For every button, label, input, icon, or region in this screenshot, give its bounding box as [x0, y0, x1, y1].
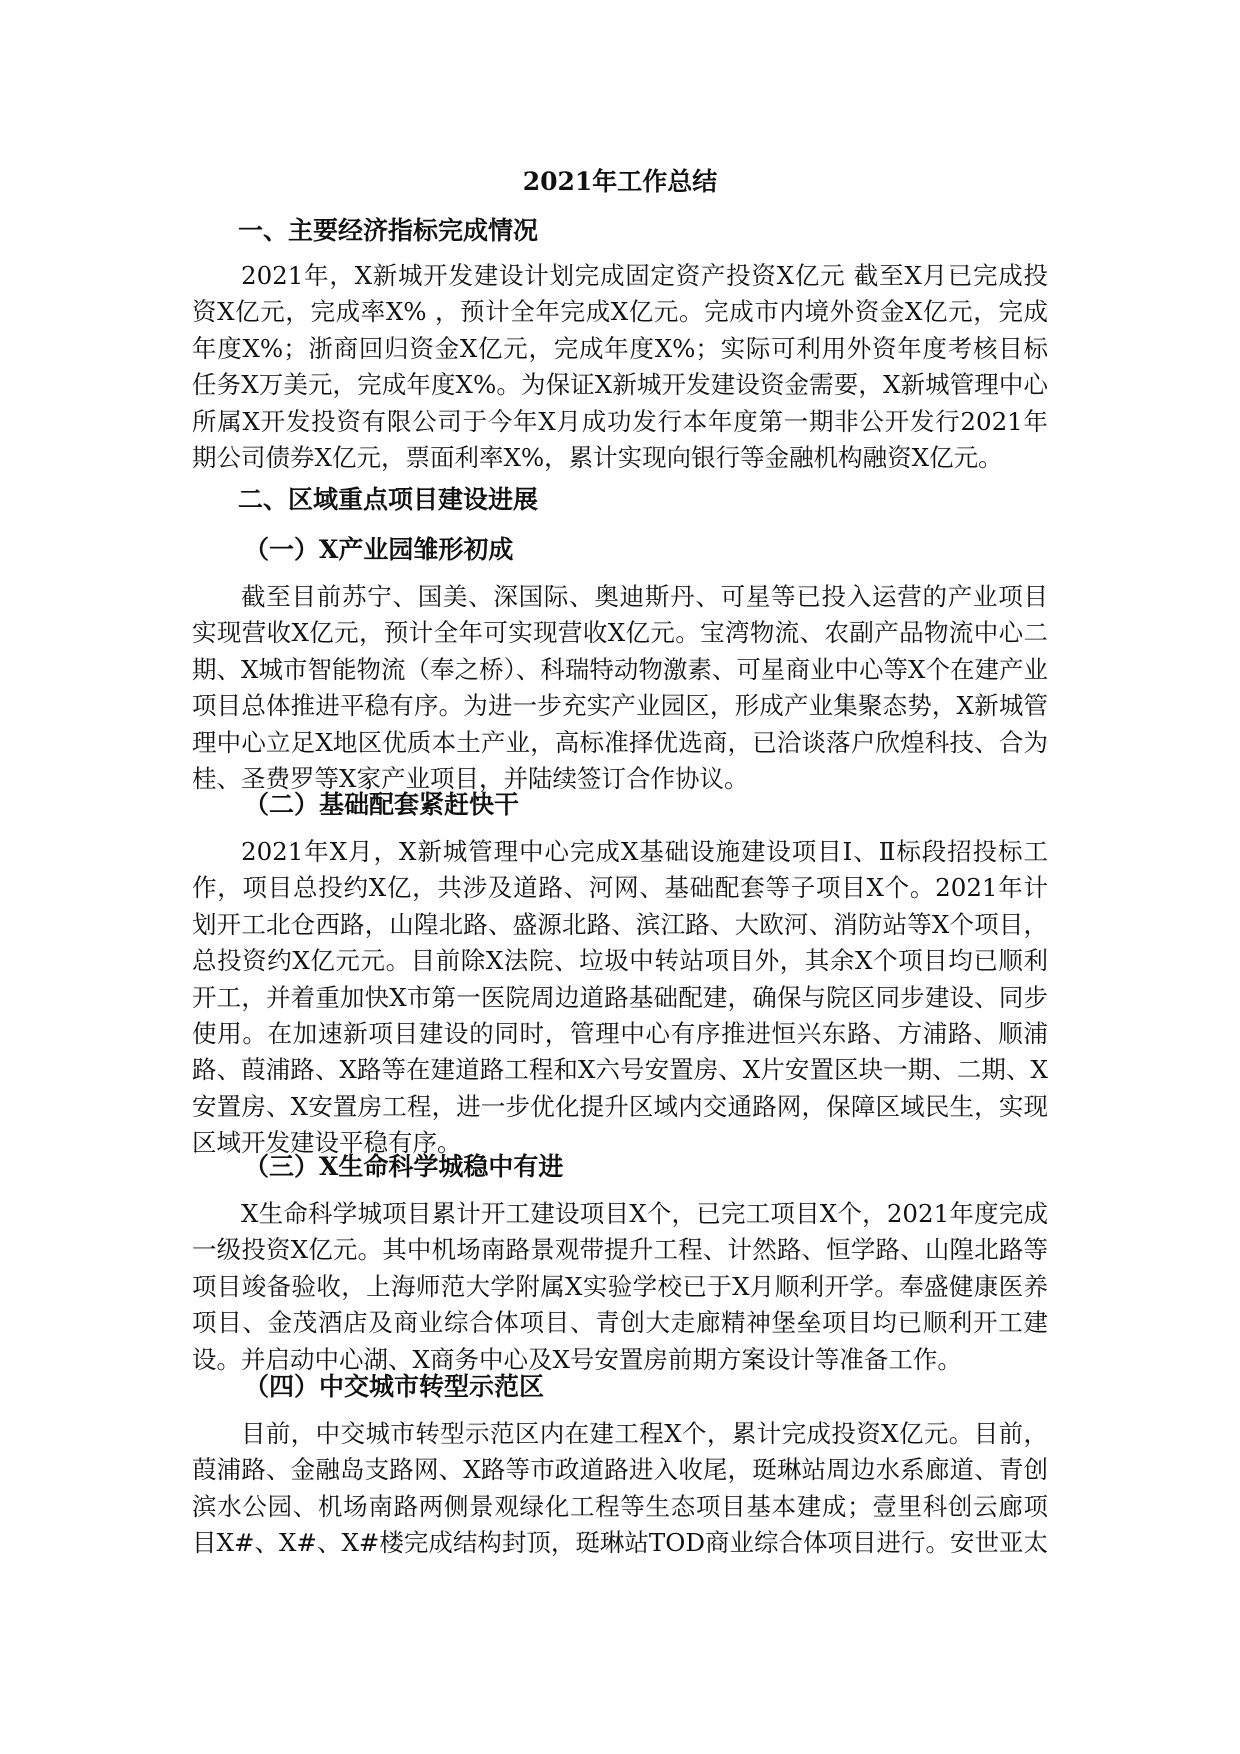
paragraph-transformation-zone: 目前，中交城市转型示范区内在建工程X个，累计完成投资X亿元。目前，葭浦路、金融岛支路网、X路等市政道路进入收尾，珽琳站周边水系廊道、青创滨水公园、机场南路两侧景观绿化工程等生态项目基本建成；壹里科创云廊项目X#、X#、X#楼完成结构封顶，珽琳站TOD商业综合体项目进行。安世亚太 — [192, 1419, 1048, 1558]
subsection-heading-infrastructure: （二）基础配套紧赶快干 — [244, 790, 520, 819]
paragraph-industrial-park: 截至目前苏宁、国美、深国际、奥迪斯丹、可星等已投入运营的产业项目实现营收X亿元，预计全年可实现营收X亿元。宝湾物流、农副产品物流中心二期、X城市智能物流（奉之桥）、科瑞特动物激素、可星商业中心等X个在建产业项目总体推进平稳有序。为进一步充实产业园区，形成产业集聚态势，X新城管理中心立足X地区优质本土产业，高标准择优选商，已洽谈落户欣煌科技、合为桂、圣费罗等X家产业项目，并陆续签订合作协议。 — [192, 582, 1048, 794]
paragraph-infrastructure: 2021年X月，X新城管理中心完成X基础设施建设项目Ⅰ、Ⅱ标段招投标工作，项目总投约X亿，共涉及道路、河网、基础配套等子项目X个。2021年计划开工北仓西路，山隍北路、盛源北路、滨江路、大欧河、消防站等X个项目，总投资约X亿元元。目前除X法院、垃圾中转站项目外，其余X个项目均已顺利开工，并着重加快X市第一医院周边道路基础配建，确保与院区同步建设、同步使用。在加速新项目建设的同时，管理中心有序推进恒兴东路、方浦路、顺浦路、葭浦路、X路等在建道路工程和X六号安置房、X片安置区块一期、二期、X安置房、X安置房工程，进一步优化提升区域内交通路网，保障区域民生，实现区域开发建设平稳有序。 — [192, 837, 1048, 1158]
subsection-heading-life-science-city: （三）X生命科学城稳中有进 — [244, 1152, 564, 1181]
section-heading-economic-indicators: 一、主要经济指标完成情况 — [238, 216, 539, 245]
document-title: 2021年工作总结 — [522, 167, 718, 196]
subsection-heading-transformation-zone: （四）中交城市转型示范区 — [244, 1372, 545, 1401]
subsection-heading-industrial-park: （一）X产业园雏形初成 — [244, 535, 514, 564]
paragraph-life-science-city: X生命科学城项目累计开工建设项目X个，已完工项目X个，2021年度完成一级投资X亿元。其中机场南路景观带提升工程、计然路、恒学路、山隍北路等项目竣备验收，上海师范大学附属X实验学校已于X月顺利开学。奉盛健康医养项目、金茂酒店及商业综合体项目、青创大走廊精神堡垒项目均已顺利开工建设。并启动中心湖、X商务中心及X号安置房前期方案设计等准备工作。 — [192, 1199, 1048, 1374]
section-heading-key-projects: 二、区域重点项目建设进展 — [238, 485, 539, 514]
paragraph-economic-indicators: 2021年，X新城开发建设计划完成固定资产投资X亿元 截至X月已完成投资X亿元，完成率X% ，预计全年完成X亿元。完成市内境外资金X亿元，完成年度X%；浙商回归资金X亿元，完成年度X%；实际可利用外资年度考核目标任务X万美元，完成年度X%。为保证X新城开发建设资金需要，X新城管理中心所属X开发投资有限公司于今年X月成功发行本年度第一期非公开发行2021年期公司债券X亿元，票面利率X%，累计实现向银行等金融机构融资X亿元。 — [192, 261, 1048, 473]
